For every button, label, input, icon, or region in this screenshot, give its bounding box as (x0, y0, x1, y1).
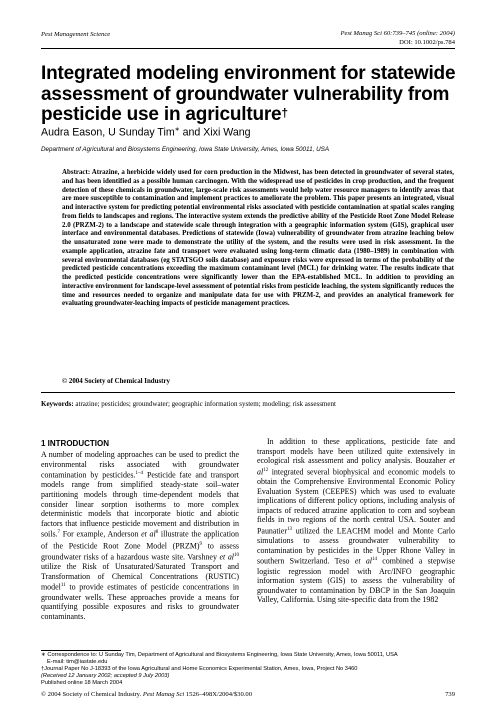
doi: DOI: 10.1002/ps.784 (399, 39, 455, 46)
page-number: 739 (445, 691, 455, 698)
text-run-italic: et al (354, 557, 372, 567)
title-text: Integrated modeling environment for statewide assessment of groundwater vulnerability from pesticide use in agriculture (41, 63, 456, 125)
citation-ref: 1–4 (135, 471, 144, 477)
abstract-text: Atrazine, a herbicide widely used for corn production in the Midwest, has been detected in groundwater of several states, and has been identified as a possible human carcinogen. With the widespread use of pesticides in crop production, and the frequent detection of these chemicals in groundwater, large-scale risk assessments would help water resource managers to identify areas that are more susceptible to contamination and implement practices to ameliorate the problem. This paper presents an integrated, visual and interactive system for predicting potential environmental risks associated with pesticide contamination at spatial scales ranging from fields to landscapes and regions. The interactive system extends the predictive ability of the Pesticide Root Zone Model Release 2.0 (PRZM-2) to a landscape and statewide scale through integration with a geographic information system (GIS), graphical user interface and environmental databases. Predictions of statewide (Iowa) vulnerability of groundwater from atrazine leaching below the unsaturated zone were made to demonstrate the utility of the system, and the results were used in risk assessment. In the example application, atrazine fate and transport were evaluated using long-term climatic data (1980–1989) in combination with several environmental databases (eg STATSGO soils database) and exposure risks were expressed in terms of the probability of the predicted pesticide concentrations exceeding the maximum contaminant level (MCL) for drinking water. The results indicate that the predicted pesticide concentrations were significantly lower than the EPA-established MCL. In addition to providing an interactive environment for landscape-level assessment of potential risks from pesticide leaching, the system significantly reduces the time and resources needed to organize and manipulate data for use with PRZM-2, and provides an analytical framework for evaluating groundwater-leaching impacts of pesticide management practices. (62, 168, 454, 308)
section-heading: 1 INTRODUCTION (41, 439, 109, 448)
text-run: In addition to these applications, pesticide fate and transport models have been utilized quite extensively in ecological risk assessment and policy analysis. Bouzaher (257, 437, 455, 466)
authors-part-2: and Xixi Wang (179, 126, 251, 139)
footer-journal: Pest Manag Sci (142, 691, 185, 698)
correspondence-note: ∗ Correspondence to: U Sunday Tim, Department of Agricultural and Biosystems Engineering, Iowa State University, Ames, Iowa 50011, USA (41, 652, 398, 658)
text-run: utilize the Risk of Unsaturated/Saturated Transport and Transformation of Chemical Concentrations (RUSTIC) model (41, 562, 239, 592)
journal-paper-note: †Journal Paper No J-18393 of the Iowa Agricultural and Home Economics Experimental Station, Ames, Iowa, Project No 3460 (41, 666, 358, 672)
citation-ref: 10 (234, 552, 239, 558)
abstract (62, 168, 454, 308)
article-title (41, 64, 461, 126)
text-run: For example, Anderson (60, 530, 142, 540)
citation-ref: 14 (372, 557, 377, 563)
abstract-copyright: © 2004 Society of Chemical Industry (62, 378, 170, 385)
text-run: A number of modeling approaches can be used to predict the environmental risks associated with groundwater contamination by pesticides. (41, 450, 239, 480)
authors-part-1: Audra Eason, U Sunday Tim (41, 126, 175, 139)
footnotes (41, 652, 455, 687)
text-run-italic: et al (257, 456, 455, 477)
citation-ref: 8 (155, 530, 159, 536)
footnote-rule (41, 650, 121, 651)
affiliation: Department of Agricultural and Biosystems Engineering, Iowa State University, Ames, Iowa 50011, USA (41, 146, 330, 153)
text-run-italic: et al (219, 552, 234, 562)
text-run: Pesticide fate and transport models range from simplified steady-state soil–water partitioning models through time-dependent models that consider linear sorption isotherms to more complex deterministic models that incorporate biotic and abiotic factors that influence pesticide movement and distribution in soils. (41, 470, 239, 540)
journal-name: Pest Management Science (41, 31, 111, 38)
text-run-italic: et al (141, 530, 156, 540)
keywords-rule (41, 392, 455, 393)
page-footer (41, 691, 252, 698)
text-run: integrated several biophysical and economic models to obtain the Comprehensive Environmental Economic Policy Evaluation System (CEEPES) which was used to evaluate implications of different policy options, including analysis of impacts of reduced atrazine application to corn and soybean fields in two regions of the north central USA. Souter and Paunatier (257, 467, 455, 536)
footer-copyright: © 2004 Society of Chemical Industry. (41, 691, 143, 698)
citation-ref: 7 (57, 530, 61, 536)
citation-ref: 9 (199, 541, 203, 547)
authors (41, 126, 251, 139)
text-run: to provide estimates of pesticide concentrations in groundwater wells. These approaches provide a means for quantifying possible exposures and risks to groundwater contaminants. (41, 582, 239, 621)
citation: Pest Manag Sci 60:739–745 (online: 2004) (340, 30, 455, 37)
text-run: illustrate the application of the Pesticide Root Zone Model (PRZM) (41, 530, 239, 551)
citation-ref: 13 (286, 526, 292, 532)
abstract-label: Abstract: (62, 168, 91, 176)
footer-issn: 1526–498X/2004/$30.00 (184, 691, 252, 698)
published-note: Published online 18 March 2004 (41, 680, 123, 686)
citation-ref: 12 (263, 467, 269, 473)
keywords (41, 400, 336, 408)
corresponding-mark: ∗ (174, 127, 180, 133)
text-run: combined a stepwise logistic regression model with Arc/INFO geographic information system (GIS) to assess the vulnerability of groundwater to contamination by DBCP in the San Joaquin Valley, California. Using site-specific data from the 1982 (257, 557, 455, 605)
text-run: utilized the LEACHM model and Monte Carlo simulations to assess groundwater vulnerability to contamination by pesticides in the Upper Rhone Valley in southern Switzerland. Teso (257, 526, 455, 567)
header-rule (41, 48, 455, 49)
keywords-text: atrazine; pesticides; groundwater; geographic information system; modeling; risk assessment (73, 400, 336, 408)
keywords-label: Keywords: (41, 400, 74, 408)
email-note: E-mail: tim@iastate.edu (47, 659, 108, 665)
citation-header (341, 29, 455, 47)
citation-ref: 11 (60, 583, 66, 589)
body-column-left (41, 450, 239, 621)
title-footnote-mark: † (281, 106, 288, 120)
received-note: (Received 12 January 2002; accepted 9 July 2003) (41, 673, 170, 679)
text-run: to assess groundwater risks of a hazardous waste site. Varshney (41, 541, 239, 562)
body-column-right (257, 437, 455, 605)
